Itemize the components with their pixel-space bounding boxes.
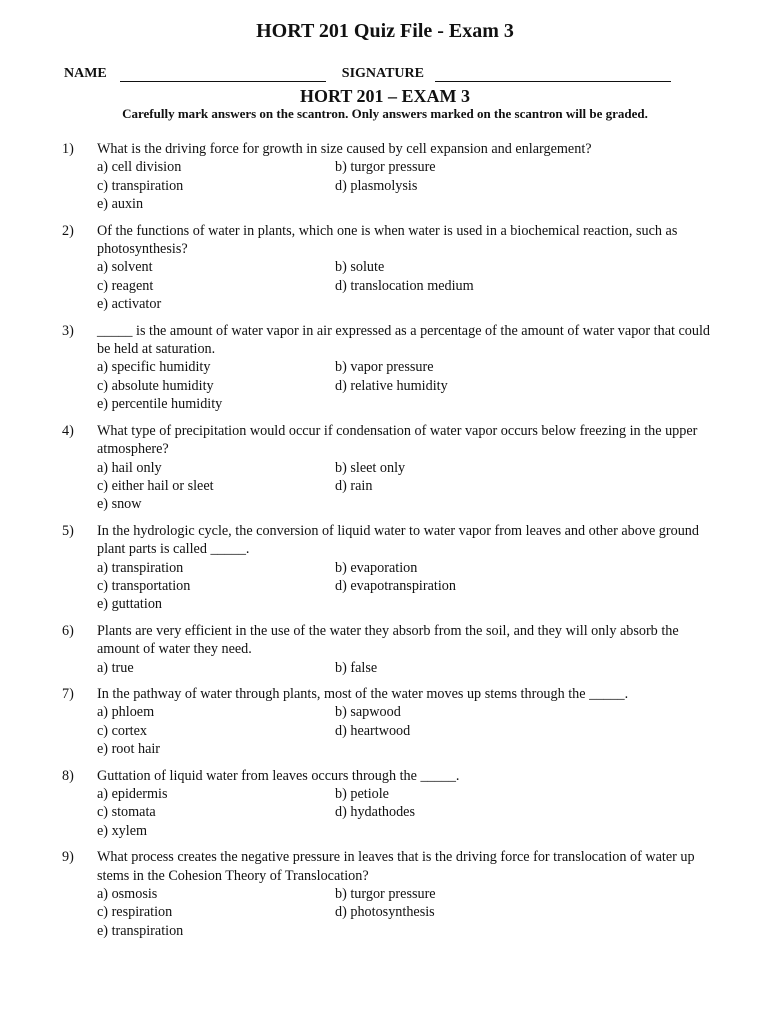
- answer-option: e) activator: [97, 296, 162, 313]
- answer-option: d) rain: [335, 477, 373, 494]
- question-number: 3): [62, 322, 74, 339]
- name-label: NAME: [64, 66, 107, 81]
- answer-option: c) cortex: [97, 722, 148, 739]
- question-number: 4): [62, 422, 74, 439]
- answer-option: e) transpiration: [97, 922, 184, 939]
- question-number: 2): [62, 222, 74, 239]
- question-text: In the pathway of water through plants, most of the water moves up stems through the _____.: [97, 685, 629, 702]
- answer-options: [97, 358, 712, 413]
- question-text: What process creates the negative pressure in leaves that is the driving force for translocation of water up stems in the Cohesion Theory of Translocation?: [97, 849, 695, 884]
- answer-option: b) vapor pressure: [335, 359, 434, 376]
- answer-option: b) sleet only: [335, 459, 406, 476]
- answer-option: b) turgor pressure: [335, 886, 436, 903]
- question-body: [97, 685, 712, 759]
- question-body: [97, 322, 712, 414]
- question-body: [97, 222, 712, 314]
- name-field-line: [120, 67, 326, 82]
- answer-option: a) hail only: [97, 459, 162, 476]
- answer-option: c) either hail or sleet: [97, 477, 214, 494]
- answer-option: b) solute: [335, 259, 385, 276]
- question-number: 1): [62, 141, 74, 157]
- answer-option: d) translocation medium: [335, 277, 474, 294]
- question-item: [62, 848, 712, 940]
- question-list: [62, 140, 712, 940]
- instructions: Carefully mark answers on the scantron. Only answers marked on the scantron will be graded.: [122, 106, 648, 121]
- question-body: [97, 422, 712, 514]
- answer-option: b) sapwood: [335, 704, 401, 721]
- signature-label: SIGNATURE: [341, 66, 424, 81]
- answer-option: d) hydathodes: [335, 804, 415, 821]
- question-number: 6): [62, 622, 74, 639]
- answer-option: e) percentile humidity: [97, 396, 223, 413]
- exam-subtitle: HORT 201 – EXAM 3: [299, 86, 471, 106]
- answer-option: a) cell division: [97, 159, 182, 176]
- question-body: [97, 140, 712, 214]
- question-item: [62, 522, 712, 614]
- question-text: _____ is the amount of water vapor in air expressed as a percentage of the amount of water vapor that could be held at saturation.: [97, 322, 710, 358]
- question-text: What type of precipitation would occur if condensation of water vapor occurs below freezing in the upper atmosphere?: [97, 422, 698, 458]
- answer-options: [97, 158, 712, 213]
- question-number: 5): [62, 522, 74, 539]
- answer-option: a) epidermis: [97, 786, 168, 802]
- question-text: Plants are very efficient in the use of the water they absorb from the soil, and they will only absorb the amount of water they need.: [97, 622, 679, 658]
- answer-options: [97, 885, 712, 940]
- answer-options: [97, 785, 712, 840]
- answer-option: e) guttation: [97, 596, 163, 613]
- answer-option: a) solvent: [97, 259, 153, 276]
- signature-field-line: [435, 67, 671, 82]
- question-text: Of the functions of water in plants, which one is when water is used in a biochemical reaction, such as photosynthesis?: [97, 222, 678, 258]
- question-text: In the hydrologic cycle, the conversion of liquid water to water vapor from leaves and other above ground plant parts is called _____.: [97, 522, 699, 558]
- question-item: [62, 767, 712, 841]
- question-item: [62, 140, 712, 214]
- answer-option: b) evaporation: [335, 559, 418, 576]
- name-signature-row: [64, 66, 704, 82]
- answer-option: a) transpiration: [97, 559, 184, 576]
- answer-option: a) true: [97, 659, 134, 676]
- answer-options: [97, 559, 712, 614]
- answer-option: e) snow: [97, 496, 142, 513]
- answer-option: a) phloem: [97, 704, 155, 721]
- question-body: [97, 622, 712, 677]
- answer-options: [97, 258, 712, 313]
- answer-option: a) osmosis: [97, 886, 158, 903]
- answer-option: c) transpiration: [97, 177, 184, 194]
- question-number: 8): [62, 767, 74, 784]
- answer-option: d) relative humidity: [335, 377, 448, 394]
- document-title: HORT 201 Quiz File - Exam 3: [256, 20, 514, 42]
- answer-options: [97, 659, 712, 677]
- question-body: [97, 522, 712, 614]
- question-item: [62, 422, 712, 514]
- question-item: [62, 222, 712, 314]
- answer-option: c) respiration: [97, 904, 173, 921]
- answer-option: e) root hair: [97, 741, 161, 758]
- question-body: [97, 848, 712, 940]
- question-body: [97, 767, 712, 841]
- answer-option: d) heartwood: [335, 722, 411, 739]
- answer-option: d) evapotranspiration: [335, 577, 456, 594]
- question-text: What is the driving force for growth in size caused by cell expansion and enlargement?: [97, 141, 592, 157]
- answer-option: c) absolute humidity: [97, 377, 214, 394]
- answer-option: d) plasmolysis: [335, 177, 418, 194]
- answer-option: d) photosynthesis: [335, 904, 435, 921]
- question-item: [62, 322, 712, 414]
- answer-options: [97, 459, 712, 514]
- answer-options: [97, 703, 712, 758]
- answer-option: c) reagent: [97, 277, 154, 294]
- answer-option: a) specific humidity: [97, 359, 211, 376]
- question-item: [62, 622, 712, 677]
- answer-option: b) false: [335, 659, 378, 676]
- question-number: 7): [62, 685, 74, 702]
- question-number: 9): [62, 849, 74, 866]
- question-text: Guttation of liquid water from leaves occurs through the _____.: [97, 767, 460, 784]
- answer-option: e) auxin: [97, 196, 144, 213]
- answer-option: c) stomata: [97, 804, 156, 821]
- answer-option: b) turgor pressure: [335, 159, 436, 176]
- question-item: [62, 685, 712, 759]
- answer-option: c) transportation: [97, 577, 191, 594]
- answer-option: b) petiole: [335, 786, 389, 802]
- answer-option: e) xylem: [97, 822, 148, 839]
